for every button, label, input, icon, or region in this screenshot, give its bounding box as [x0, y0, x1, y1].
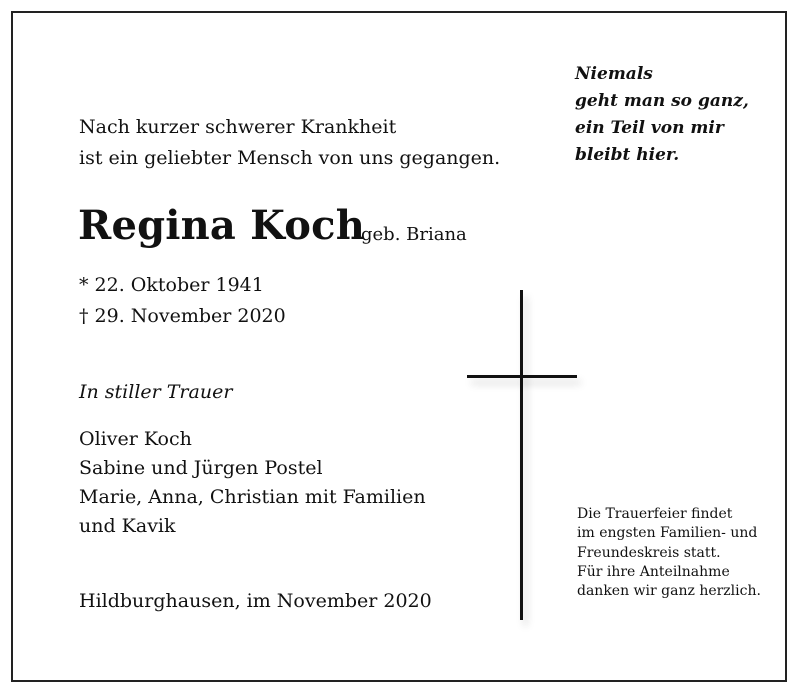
- place-date: Hildburghausen, im November 2020: [79, 590, 432, 612]
- intro-line-1: Nach kurzer schwerer Krankheit: [79, 116, 397, 138]
- intro-line-2: ist ein geliebter Mensch von uns gegangen.: [79, 147, 501, 169]
- notice-line: Für ihre Anteilnahme: [577, 563, 730, 580]
- family-member: Marie, Anna, Christian mit Familien: [79, 486, 426, 508]
- maiden-name: geb. Briana: [361, 224, 467, 245]
- quote-line: ein Teil von mir: [575, 118, 724, 138]
- family-member: und Kavik: [79, 515, 176, 537]
- quote-line: geht man so ganz,: [575, 91, 749, 111]
- notice-line: im engsten Familien- und: [577, 525, 758, 542]
- cross-horizontal-bar: [467, 375, 577, 378]
- quote-line: Niemals: [575, 64, 653, 84]
- cross-vertical-bar: [520, 290, 523, 620]
- birth-date: * 22. Oktober 1941: [79, 274, 264, 296]
- notice-line: danken wir ganz herzlich.: [577, 583, 761, 600]
- family-member: Sabine und Jürgen Postel: [79, 457, 323, 479]
- death-date: † 29. November 2020: [79, 305, 286, 327]
- quote: [575, 61, 749, 169]
- family-member: Oliver Koch: [79, 428, 192, 450]
- life-dates: [79, 270, 286, 332]
- notice-line: Die Trauerfeier findet: [577, 506, 733, 522]
- funeral-notice: [577, 505, 761, 601]
- family-list: [79, 425, 426, 541]
- notice-line: Freundeskreis statt.: [577, 544, 721, 561]
- mourning-label: In stiller Trauer: [79, 381, 233, 403]
- quote-line: bleibt hier.: [575, 145, 680, 165]
- deceased-name: Regina Koch: [78, 202, 365, 249]
- intro-text: [79, 112, 500, 174]
